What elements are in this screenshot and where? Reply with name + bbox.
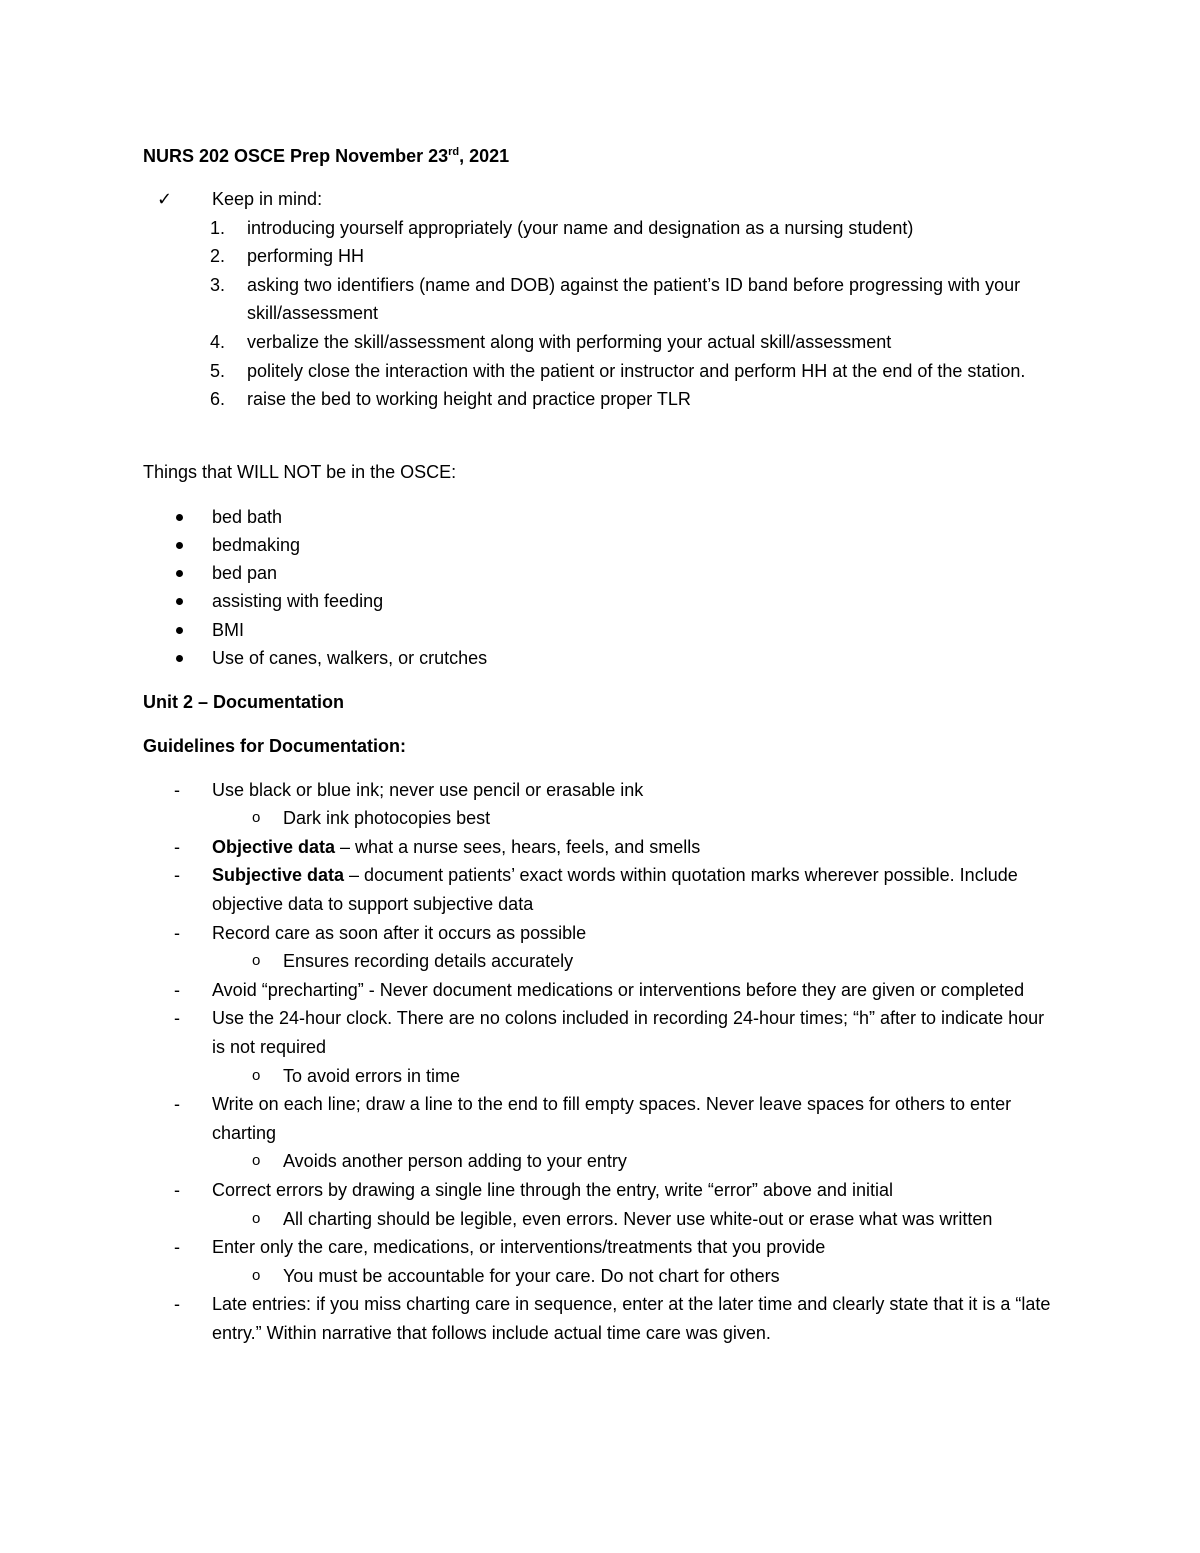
circle-bullet-icon: o — [252, 809, 261, 827]
sub-item — [212, 1262, 1063, 1291]
guideline-text: Enter only the care, medications, or interventions/treatments that you provide — [212, 1237, 826, 1258]
keep-in-mind-label: Keep in mind: — [212, 189, 323, 209]
item-text: bed bath — [212, 506, 283, 527]
sub-text: You must be accountable for your care. Do not chart for others — [283, 1265, 780, 1286]
dash-bullet: - — [174, 865, 180, 886]
sub-text: Dark ink photocopies best — [283, 808, 491, 829]
list-item — [143, 214, 1067, 243]
guidelines-section — [143, 732, 1083, 1347]
guideline-item — [143, 833, 1062, 862]
dash-bullet: - — [174, 1294, 180, 1315]
circle-bullet-icon: o — [252, 1152, 261, 1170]
guideline-item — [143, 1233, 1062, 1290]
keep-in-mind-header — [143, 185, 1063, 214]
list-item — [143, 271, 1067, 328]
sub-list — [212, 1062, 1062, 1091]
sub-item — [212, 1062, 1063, 1091]
circle-bullet-icon: o — [252, 1209, 261, 1227]
sub-item — [212, 1205, 1063, 1234]
list-item — [143, 616, 1083, 644]
guideline-text: Late entries: if you miss charting care in sequence, enter at the later time and clearly state that it is a “late entry.” Within narrative that follows include actual time care was given. — [212, 1294, 1051, 1343]
guidelines-heading: Guidelines for Documentation: — [143, 736, 407, 756]
guideline-item — [143, 1004, 1062, 1090]
dash-bullet: - — [174, 979, 180, 1000]
title-superscript: rd — [448, 146, 460, 158]
item-text: bed pan — [212, 563, 278, 584]
item-number: 1. — [210, 217, 226, 238]
sub-list — [212, 1147, 1062, 1176]
list-item — [143, 328, 1067, 357]
dash-bullet: - — [174, 836, 180, 857]
dash-bullet: - — [174, 922, 180, 943]
guideline-term: Subjective data — [212, 865, 345, 886]
sub-list — [212, 804, 1062, 833]
dash-bullet: - — [174, 779, 180, 800]
sub-text: To avoid errors in time — [283, 1065, 461, 1086]
keep-in-mind-section — [143, 185, 1063, 414]
checkmark-icon: ✓ — [157, 189, 173, 209]
not-in-osce-list — [143, 503, 1083, 673]
guideline-item — [143, 776, 1062, 833]
item-text: asking two identifiers (name and DOB) against the patient’s ID band before progressing with your skill/assessment — [247, 274, 1021, 324]
item-text: bedmaking — [212, 534, 301, 555]
guideline-text: Use the 24-hour clock. There are no colons included in recording 24-hour times; “h” after to indicate hour is not required — [212, 1008, 1045, 1057]
bullet-icon — [176, 542, 183, 549]
item-number: 5. — [210, 360, 226, 381]
sub-item — [212, 804, 1063, 833]
list-item — [143, 559, 1083, 587]
list-item — [143, 587, 1083, 615]
sub-list — [212, 947, 1062, 976]
bullet-icon — [176, 514, 183, 521]
item-number: 6. — [210, 389, 226, 410]
sub-item — [212, 947, 1063, 976]
sub-list — [212, 1262, 1062, 1291]
list-item — [143, 503, 1083, 531]
item-number: 3. — [210, 274, 226, 295]
list-item — [143, 644, 1083, 672]
dash-bullet: - — [174, 1237, 180, 1258]
page-title — [143, 142, 509, 170]
guideline-text: Correct errors by drawing a single line through the entry, write “error” above and initial — [212, 1179, 893, 1200]
circle-bullet-icon: o — [252, 1066, 261, 1084]
circle-bullet-icon: o — [252, 952, 261, 970]
title-tail: , 2021 — [459, 146, 510, 166]
item-number: 2. — [210, 246, 226, 267]
bullet-icon — [176, 598, 183, 605]
list-item — [143, 357, 1067, 386]
item-text: verbalize the skill/assessment along with performing your actual skill/assessment — [247, 331, 892, 352]
guidelines-list — [143, 776, 1083, 1348]
sub-text: Avoids another person adding to your entry — [283, 1151, 627, 1172]
unit-heading: Unit 2 – Documentation — [143, 692, 345, 712]
guideline-item — [143, 1090, 1062, 1176]
dash-bullet: - — [174, 1094, 180, 1115]
item-text: assisting with feeding — [212, 591, 384, 612]
guideline-item — [143, 1176, 1062, 1233]
item-text: BMI — [212, 619, 245, 640]
guideline-text: Write on each line; draw a line to the end to fill empty spaces. Never leave spaces for others to enter charting — [212, 1094, 1012, 1143]
sub-item — [212, 1147, 1063, 1176]
item-text: Use of canes, walkers, or crutches — [212, 648, 488, 669]
item-text: introducing yourself appropriately (your name and designation as a nursing student) — [247, 217, 914, 238]
guideline-item — [143, 861, 1062, 918]
list-item — [143, 242, 1067, 271]
not-in-osce-heading: Things that WILL NOT be in the OSCE: — [143, 462, 457, 482]
bullet-icon — [176, 627, 183, 634]
dash-bullet: - — [174, 1179, 180, 1200]
sub-text: All charting should be legible, even errors. Never use white-out or erase what was written — [283, 1208, 993, 1229]
item-text: performing HH — [247, 246, 365, 267]
guideline-text: Use black or blue ink; never use pencil or erasable ink — [212, 779, 644, 800]
guideline-text: – what a nurse sees, hears, feels, and smells — [335, 836, 701, 857]
bullet-icon — [176, 570, 183, 577]
guideline-text: Avoid “precharting” - Never document medications or interventions before they are given or completed — [212, 979, 1025, 1000]
item-text: politely close the interaction with the patient or instructor and perform HH at the end of the station. — [247, 360, 1026, 381]
guideline-item — [143, 1290, 1062, 1347]
list-item — [143, 385, 1067, 414]
item-number: 4. — [210, 331, 226, 352]
guideline-text: Record care as soon after it occurs as possible — [212, 922, 587, 943]
keep-in-mind-list — [143, 214, 1063, 414]
guideline-term: Objective data — [212, 836, 336, 857]
list-item — [143, 531, 1083, 559]
title-main: NURS 202 OSCE Prep November 23 — [143, 146, 449, 166]
guideline-item — [143, 976, 1062, 1005]
guideline-text: – document patients’ exact words within quotation marks wherever possible. Include objective data to support subjective data — [212, 865, 1018, 914]
item-text: raise the bed to working height and practice proper TLR — [247, 389, 691, 410]
sub-list — [212, 1205, 1062, 1234]
circle-bullet-icon: o — [252, 1266, 261, 1284]
sub-text: Ensures recording details accurately — [283, 951, 574, 972]
not-in-osce-section — [143, 458, 1083, 672]
bullet-icon — [176, 655, 183, 662]
dash-bullet: - — [174, 1008, 180, 1029]
guideline-item — [143, 919, 1062, 976]
